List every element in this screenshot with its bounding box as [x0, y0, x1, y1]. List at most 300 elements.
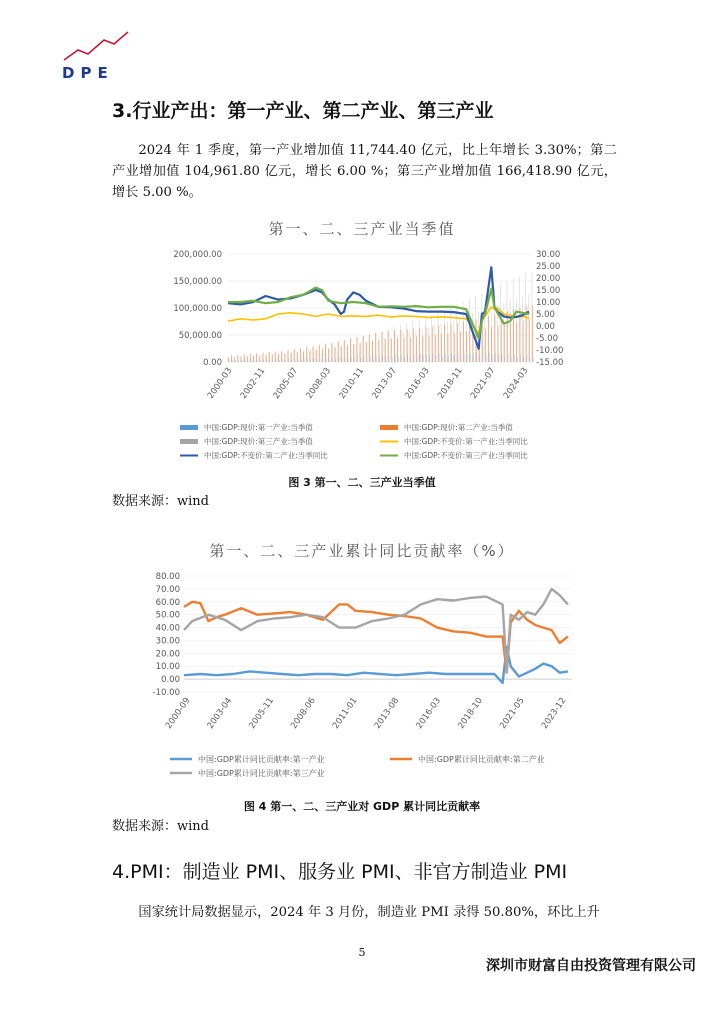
chart2-y-tick: 70.00	[155, 584, 180, 595]
chart1-bar-primary	[420, 354, 421, 362]
chart1-bar-tertiary	[281, 352, 282, 362]
chart1-bar-primary	[361, 358, 362, 362]
chart1-bar-primary	[298, 360, 299, 362]
chart1-bar-primary	[417, 356, 418, 362]
chart1-bar-primary	[439, 354, 440, 362]
chart1-bar-primary	[505, 356, 506, 362]
chart1-bar-secondary	[366, 342, 367, 362]
chart1-bar-primary	[254, 360, 255, 362]
chart1-bar-secondary	[291, 352, 292, 362]
chart1-bar-secondary	[282, 351, 283, 362]
chart1-bar-primary	[467, 355, 468, 362]
chart1-bar-tertiary	[359, 343, 360, 362]
chart1-y-right-tick: 25.00	[536, 262, 561, 272]
chart1-bar-secondary	[401, 330, 402, 362]
chart1-bar-tertiary	[234, 358, 235, 362]
chart1-bar-tertiary	[375, 333, 376, 362]
chart1-bar-primary	[386, 357, 387, 362]
chart1-bar-primary	[392, 357, 393, 362]
chart1-bar-primary	[257, 360, 258, 362]
chart1-bar-tertiary	[334, 348, 335, 362]
chart1-svg	[150, 240, 580, 472]
chart1-bar-secondary	[398, 338, 399, 362]
chart1-bar-primary	[245, 360, 246, 362]
chart1-bar-secondary	[504, 325, 505, 362]
chart1-bar-secondary	[357, 337, 358, 362]
chart1-bar-secondary	[257, 353, 258, 362]
chart2-x-tick: 2000-09	[163, 695, 193, 731]
chart1-bar-primary	[411, 356, 412, 362]
chart1-bar-primary	[314, 358, 315, 362]
chart1-bar-secondary	[517, 322, 518, 362]
chart1-bar-tertiary	[500, 285, 501, 362]
chart1-bar-primary	[495, 353, 496, 362]
chart1-bar-tertiary	[268, 353, 269, 362]
chart1-bar-secondary	[338, 341, 339, 362]
chart1-bar-tertiary	[438, 312, 439, 362]
chart1-bar-secondary	[507, 311, 508, 362]
chart1-bar-tertiary	[416, 331, 417, 362]
chart1-bar-secondary	[325, 344, 326, 362]
chart1-y-left-tick: 50,000.00	[178, 331, 222, 341]
chart1-bar-primary	[357, 356, 358, 362]
chart1-bar-secondary	[372, 341, 373, 362]
chart1-bar-tertiary	[397, 335, 398, 362]
chart1-bar-tertiary	[231, 356, 232, 362]
chart1-bar-secondary	[451, 323, 452, 362]
chart2-legend-label: 中国:GDP累计同比贡献率:第二产业	[418, 755, 545, 764]
chart1-bar-secondary	[244, 354, 245, 362]
chart1-bar-tertiary	[403, 334, 404, 362]
chart1-legend-label: 中国:GDP:不变价:第三产业:当季同比	[404, 451, 528, 460]
chart1-bar-primary	[342, 358, 343, 362]
chart1-bar-tertiary	[341, 347, 342, 362]
chart1-bar-tertiary	[243, 355, 244, 362]
chart1-bar-primary	[276, 359, 277, 362]
chart1-legend-swatch	[380, 425, 398, 430]
chart1-bar-secondary	[304, 351, 305, 362]
chart1-bar-secondary	[250, 354, 251, 362]
chart1-bar-primary	[263, 360, 264, 362]
chart1-bar-tertiary	[381, 331, 382, 362]
chart1-bar-primary	[320, 358, 321, 362]
chart1-bar-tertiary	[272, 355, 273, 362]
chart1-bar-primary	[345, 357, 346, 362]
chart1-x-tick: 2018-11	[436, 365, 465, 401]
chart1-bar-tertiary	[237, 356, 238, 362]
chart1-bar-secondary	[231, 355, 232, 362]
chart1-bar-tertiary	[325, 345, 326, 362]
chart1-bar-secondary	[316, 349, 317, 362]
chart1-bar-tertiary	[409, 332, 410, 362]
chart1-bar-tertiary	[256, 354, 257, 362]
chart1-bar-tertiary	[328, 349, 329, 362]
chart1-y-right-tick: 15.00	[536, 286, 561, 296]
chart1-bar-tertiary	[469, 299, 470, 362]
figure3-caption: 图 3 第一、二、三产业当季值	[288, 476, 436, 489]
chart1-y-left-tick: 150,000.00	[173, 277, 222, 287]
chart1-y-right-tick: 10.00	[536, 298, 561, 308]
chart1-bar-secondary	[413, 329, 414, 362]
chart1-bar-secondary	[360, 343, 361, 362]
chart1-bar-primary	[241, 360, 242, 362]
chart1-bar-tertiary	[453, 319, 454, 362]
company-logo	[62, 30, 132, 82]
chart1-bar-primary	[317, 359, 318, 362]
chart1-bar-primary	[373, 357, 374, 362]
chart1-bar-tertiary	[366, 342, 367, 362]
chart1-bar-tertiary	[253, 356, 254, 362]
chart1-bar-primary	[473, 355, 474, 362]
chart1-bar-secondary	[426, 327, 427, 362]
chart1-bar-secondary	[347, 345, 348, 362]
chart2-y-tick: 30.00	[155, 636, 180, 647]
chart1-bar-secondary	[310, 350, 311, 362]
chart1-bar-primary	[492, 355, 493, 362]
chart1-bar-secondary	[532, 305, 533, 362]
chart1-bar-primary	[426, 354, 427, 362]
footer-company: 深圳市财富自由投资管理有限公司	[486, 958, 696, 974]
section-paragraph-3: 2024 年 1 季度，第一产业增加值 11,744.40 亿元，比上年增长 3.30%；第二产业增加值 104,961.80 亿元，增长 6.00 %；第三产业增加值 166,418.90 亿元，增长 5.00 %。	[112, 143, 617, 200]
chart1-bar-primary	[508, 354, 509, 362]
chart1-bar-primary	[423, 356, 424, 362]
chart1-bar-primary	[367, 358, 368, 362]
chart1-bar-tertiary	[297, 353, 298, 362]
chart1-bar-tertiary	[503, 303, 504, 362]
chart1-bar-tertiary	[384, 338, 385, 362]
chart1-bar-tertiary	[516, 299, 517, 362]
chart1-bar-secondary	[363, 336, 364, 362]
chart1-bar-secondary	[391, 339, 392, 362]
chart1-bar-primary	[273, 360, 274, 362]
section-paragraph-4: 国家统计局数据显示，2024 年 3 月份，制造业 PMI 录得 50.80%，环比上升	[138, 905, 600, 920]
chart1-bar-secondary	[253, 356, 254, 362]
chart1-bar-secondary	[466, 331, 467, 362]
chart1-bar-tertiary	[247, 357, 248, 362]
chart1-bar-tertiary	[303, 352, 304, 362]
chart1-line-1	[228, 307, 529, 333]
chart1-bar-primary	[267, 360, 268, 362]
chart1-bar-primary	[260, 360, 261, 362]
chart1-bar-tertiary	[431, 315, 432, 362]
chart2-y-tick: 20.00	[155, 649, 180, 660]
chart1-y-right-tick: 0.00	[536, 322, 555, 332]
chart1-bar-primary	[404, 357, 405, 362]
chart1-bar-primary	[442, 356, 443, 362]
chart2-legend-label: 中国:GDP累计同比贡献率:第一产业	[198, 755, 325, 764]
chart1-bar-tertiary	[466, 315, 467, 362]
chart1-bar-primary	[514, 355, 515, 362]
chart1-bar-tertiary	[275, 353, 276, 362]
chart1-bar-secondary	[407, 329, 408, 362]
chart1-bar-secondary	[460, 332, 461, 362]
chart1-bar-secondary	[300, 348, 301, 362]
chart1-bar-primary	[414, 354, 415, 362]
chart1-bar-primary	[310, 359, 311, 362]
chart1-bar-primary	[476, 352, 477, 362]
chart1-legend-label: 中国:GDP:现价:第二产业:当季值	[404, 423, 513, 432]
chart1-bar-tertiary	[290, 353, 291, 362]
chart1-bar-primary	[520, 355, 521, 362]
chart1-bar-primary	[433, 354, 434, 362]
chart1-y-right-tick: -10.00	[536, 346, 564, 356]
chart1-bar-secondary	[495, 315, 496, 362]
chart2-x-tick: 2003-04	[205, 695, 235, 731]
chart1-y-left-tick: 0.00	[203, 358, 222, 368]
section-heading-3: 3.行业产出：第一产业、第二产业、第三产业	[112, 100, 494, 122]
chart1-bar-secondary	[285, 353, 286, 362]
chart1-bar-tertiary	[315, 350, 316, 362]
chart1-bar-tertiary	[425, 317, 426, 362]
chart1-bar-secondary	[394, 331, 395, 362]
chart1-y-right-tick: 30.00	[536, 250, 561, 260]
chart1-bar-primary	[498, 356, 499, 362]
chart2-x-tick: 2016-03	[414, 695, 444, 731]
chart1-bar-secondary	[260, 355, 261, 362]
chart1-bar-secondary	[344, 340, 345, 362]
chart1-bar-secondary	[329, 348, 330, 362]
chart2-y-tick: 60.00	[155, 597, 180, 608]
chart1-bar-primary	[251, 360, 252, 362]
chart1-bar-tertiary	[413, 321, 414, 362]
chart1-bar-primary	[483, 352, 484, 362]
figure4-source: 数据来源：wind	[112, 819, 209, 834]
chart1-bar-tertiary	[362, 336, 363, 362]
chart1-x-tick: 2008-03	[304, 365, 334, 401]
chart1-bar-secondary	[492, 327, 493, 362]
chart1-x-tick: 2013-07	[370, 365, 399, 401]
chart1-bar-secondary	[341, 346, 342, 362]
chart1-bar-tertiary	[287, 351, 288, 362]
chart1-bar-secondary	[241, 356, 242, 362]
chart1-bar-tertiary	[300, 349, 301, 362]
chart1-bar-secondary	[416, 337, 417, 362]
chart1-bar-primary	[461, 355, 462, 362]
chart1-bar-primary	[326, 358, 327, 362]
chart1-bar-secondary	[266, 355, 267, 362]
chart2-x-tick: 2021-05	[498, 695, 527, 731]
chart1-bar-primary	[292, 360, 293, 362]
chart1-bar-tertiary	[278, 355, 279, 362]
chart1-bar-primary	[332, 358, 333, 362]
chart2-y-tick: 80.00	[155, 572, 180, 582]
chart1-bar-secondary	[269, 352, 270, 362]
chart1-bar-primary	[279, 360, 280, 362]
chart1-bar-secondary	[379, 340, 380, 362]
chart1-bar-secondary	[438, 325, 439, 362]
chart1-bar-tertiary	[532, 272, 533, 362]
chart1-bar-tertiary	[240, 357, 241, 362]
chart1-bar-tertiary	[450, 307, 451, 362]
chart1-bar-primary	[489, 353, 490, 362]
chart1-bar-tertiary	[391, 337, 392, 362]
chart1-bar-secondary	[498, 326, 499, 362]
chart1-bar-secondary	[351, 338, 352, 362]
chart2-x-tick: 2005-11	[247, 695, 277, 731]
chart1-bar-primary	[502, 354, 503, 362]
chart1-bar-tertiary	[422, 329, 423, 362]
chart1-bar-secondary	[369, 334, 370, 362]
chart1-bar-secondary	[278, 354, 279, 362]
chart1-bar-tertiary	[265, 356, 266, 362]
chart1-bar-primary	[248, 360, 249, 362]
chart1-bar-secondary	[294, 349, 295, 362]
chart1-bar-primary	[523, 357, 524, 362]
chart2-y-tick: 50.00	[155, 610, 180, 621]
chart1-bar-primary	[348, 358, 349, 362]
chart2-x-tick: 2013-08	[372, 695, 402, 731]
chart1-bar-tertiary	[353, 344, 354, 362]
chart1-bar-primary	[323, 359, 324, 362]
chart2-legend-label: 中国:GDP累计同比贡献率:第三产业	[198, 769, 325, 778]
chart1-bar-secondary	[275, 351, 276, 362]
chart1-bar-tertiary	[510, 301, 511, 362]
chart1-y-right-tick: 20.00	[536, 274, 561, 284]
chart1-bar-primary	[533, 356, 534, 362]
chart1-bar-tertiary	[441, 324, 442, 362]
chart1-bar-secondary	[313, 346, 314, 362]
chart1-legend-label: 中国:GDP:现价:第三产业:当季值	[204, 437, 313, 446]
chart1-legend-label: 中国:GDP:不变价:第一产业:当季同比	[404, 437, 528, 446]
chart1-bar-secondary	[404, 338, 405, 362]
chart1-bar-secondary	[523, 321, 524, 362]
chart1-bar-secondary	[235, 357, 236, 362]
chart1-y-right-tick: -5.00	[536, 334, 558, 344]
chart1-x-tick: 2016-03	[403, 365, 432, 401]
chart1-bar-tertiary	[309, 351, 310, 362]
chart1-bar-tertiary	[259, 356, 260, 362]
chart1-bar-secondary	[307, 347, 308, 362]
chart1-bar-secondary	[388, 331, 389, 362]
chart1-bar-primary	[486, 355, 487, 362]
chart1-bar-primary	[301, 359, 302, 362]
chart1-bar-secondary	[319, 345, 320, 362]
chart1-bar-primary	[517, 357, 518, 362]
chart1-legend-swatch	[180, 425, 198, 430]
chart1-bar-secondary	[288, 350, 289, 362]
chart1-bar-secondary	[247, 356, 248, 362]
chart1-bar-secondary	[335, 347, 336, 362]
chart1-bar-primary	[464, 353, 465, 362]
chart1-bar-primary	[429, 356, 430, 362]
chart1-bar-primary	[329, 359, 330, 362]
chart1-bar-tertiary	[262, 354, 263, 362]
chart1-bar-tertiary	[435, 326, 436, 362]
chart1-bar-primary	[379, 357, 380, 362]
chart1-y-left-tick: 100,000.00	[173, 304, 222, 314]
chart1-x-tick: 2010-11	[337, 365, 367, 401]
chart1-bar-primary	[370, 356, 371, 362]
chart1-bar-primary	[376, 356, 377, 362]
chart1-bar-tertiary	[419, 319, 420, 362]
chart1-bar-primary	[229, 361, 230, 362]
page-number: 5	[358, 946, 366, 959]
chart1-bar-secondary	[228, 357, 229, 362]
chart1-bar-primary	[480, 355, 481, 362]
chart1-y-left-tick: 200,000.00	[173, 250, 222, 260]
chart1-bar-secondary	[272, 354, 273, 362]
chart1-bar-tertiary	[529, 295, 530, 362]
chart1-bar-tertiary	[228, 358, 229, 362]
chart1-bar-secondary	[297, 352, 298, 362]
chart1-bar-secondary	[485, 328, 486, 362]
chart1-bar-tertiary	[319, 346, 320, 362]
chart1-bar-tertiary	[400, 325, 401, 362]
chart1-bar-primary	[282, 359, 283, 362]
chart1-bar-primary	[285, 360, 286, 362]
chart2-y-tick: 10.00	[155, 662, 180, 673]
chart1-bar-tertiary	[337, 342, 338, 362]
chart1-bar-secondary	[322, 349, 323, 362]
chart1-bar-tertiary	[294, 350, 295, 362]
chart1-bar-secondary	[332, 342, 333, 362]
chart1-bar-primary	[451, 353, 452, 362]
chart1-bar-tertiary	[331, 344, 332, 362]
chart1-bar-primary	[395, 355, 396, 362]
chart1-bar-primary	[455, 355, 456, 362]
chart1-bar-tertiary	[347, 346, 348, 362]
chart1-bar-primary	[238, 360, 239, 362]
chart1-bar-secondary	[441, 334, 442, 362]
chart1-bar-secondary	[354, 344, 355, 362]
chart1-bar-primary	[382, 355, 383, 362]
chart1-bar-secondary	[445, 324, 446, 362]
chart1-y-right-tick: -15.00	[536, 358, 564, 368]
chart2-x-tick: 2018-10	[456, 695, 485, 731]
chart1-bar-primary	[445, 353, 446, 362]
chart2-y-tick: 0.00	[161, 675, 180, 686]
chart1-y-right-tick: 5.00	[536, 310, 555, 320]
chart1-bar-primary	[335, 359, 336, 362]
chart1-bar-tertiary	[406, 323, 407, 362]
chart1-bar-primary	[448, 355, 449, 362]
chart1-bar-primary	[470, 353, 471, 362]
chart1-legend-label: 中国:GDP:现价:第一产业:当季值	[204, 423, 313, 432]
chart1-bar-primary	[235, 361, 236, 362]
chart1-bar-tertiary	[372, 341, 373, 362]
chart1-x-tick: 2005-07	[271, 365, 301, 401]
chart1-bar-tertiary	[463, 301, 464, 362]
chart1-bar-primary	[389, 355, 390, 362]
chart1-bar-tertiary	[394, 327, 395, 362]
chart1-bar-primary	[527, 355, 528, 362]
chart1-bar-tertiary	[369, 335, 370, 362]
chart1-bar-secondary	[463, 321, 464, 362]
chart1-bar-tertiary	[378, 340, 379, 362]
chart1-bar-primary	[354, 358, 355, 362]
chart1-bar-primary	[351, 357, 352, 362]
chart1-bar-secondary	[263, 353, 264, 362]
chart1-bar-primary	[436, 356, 437, 362]
chart1-bar-secondary	[510, 323, 511, 362]
chart1-bar-secondary	[376, 333, 377, 362]
chart2-svg	[150, 568, 580, 790]
chart1-bar-secondary	[382, 332, 383, 362]
chart1-bar-secondary	[429, 336, 430, 362]
chart1-bar-tertiary	[428, 328, 429, 362]
section-heading-4: 4.PMI：制造业 PMI、服务业 PMI、非官方制造业 PMI	[112, 861, 568, 883]
chart2-x-tick: 2008-06	[289, 695, 318, 731]
chart1-bar-tertiary	[312, 347, 313, 362]
figure4-caption: 图 4 第一、二、三产业对 GDP 累计同比贡献率	[243, 800, 481, 813]
chart1-bar-secondary	[423, 336, 424, 362]
chart2-x-tick: 2011-01	[331, 695, 360, 731]
chart1-bar-tertiary	[250, 355, 251, 362]
chart1-bar-primary	[339, 357, 340, 362]
chart1-bar-secondary	[529, 319, 530, 362]
chart1-bar-primary	[295, 359, 296, 362]
chart1-bar-tertiary	[447, 322, 448, 363]
